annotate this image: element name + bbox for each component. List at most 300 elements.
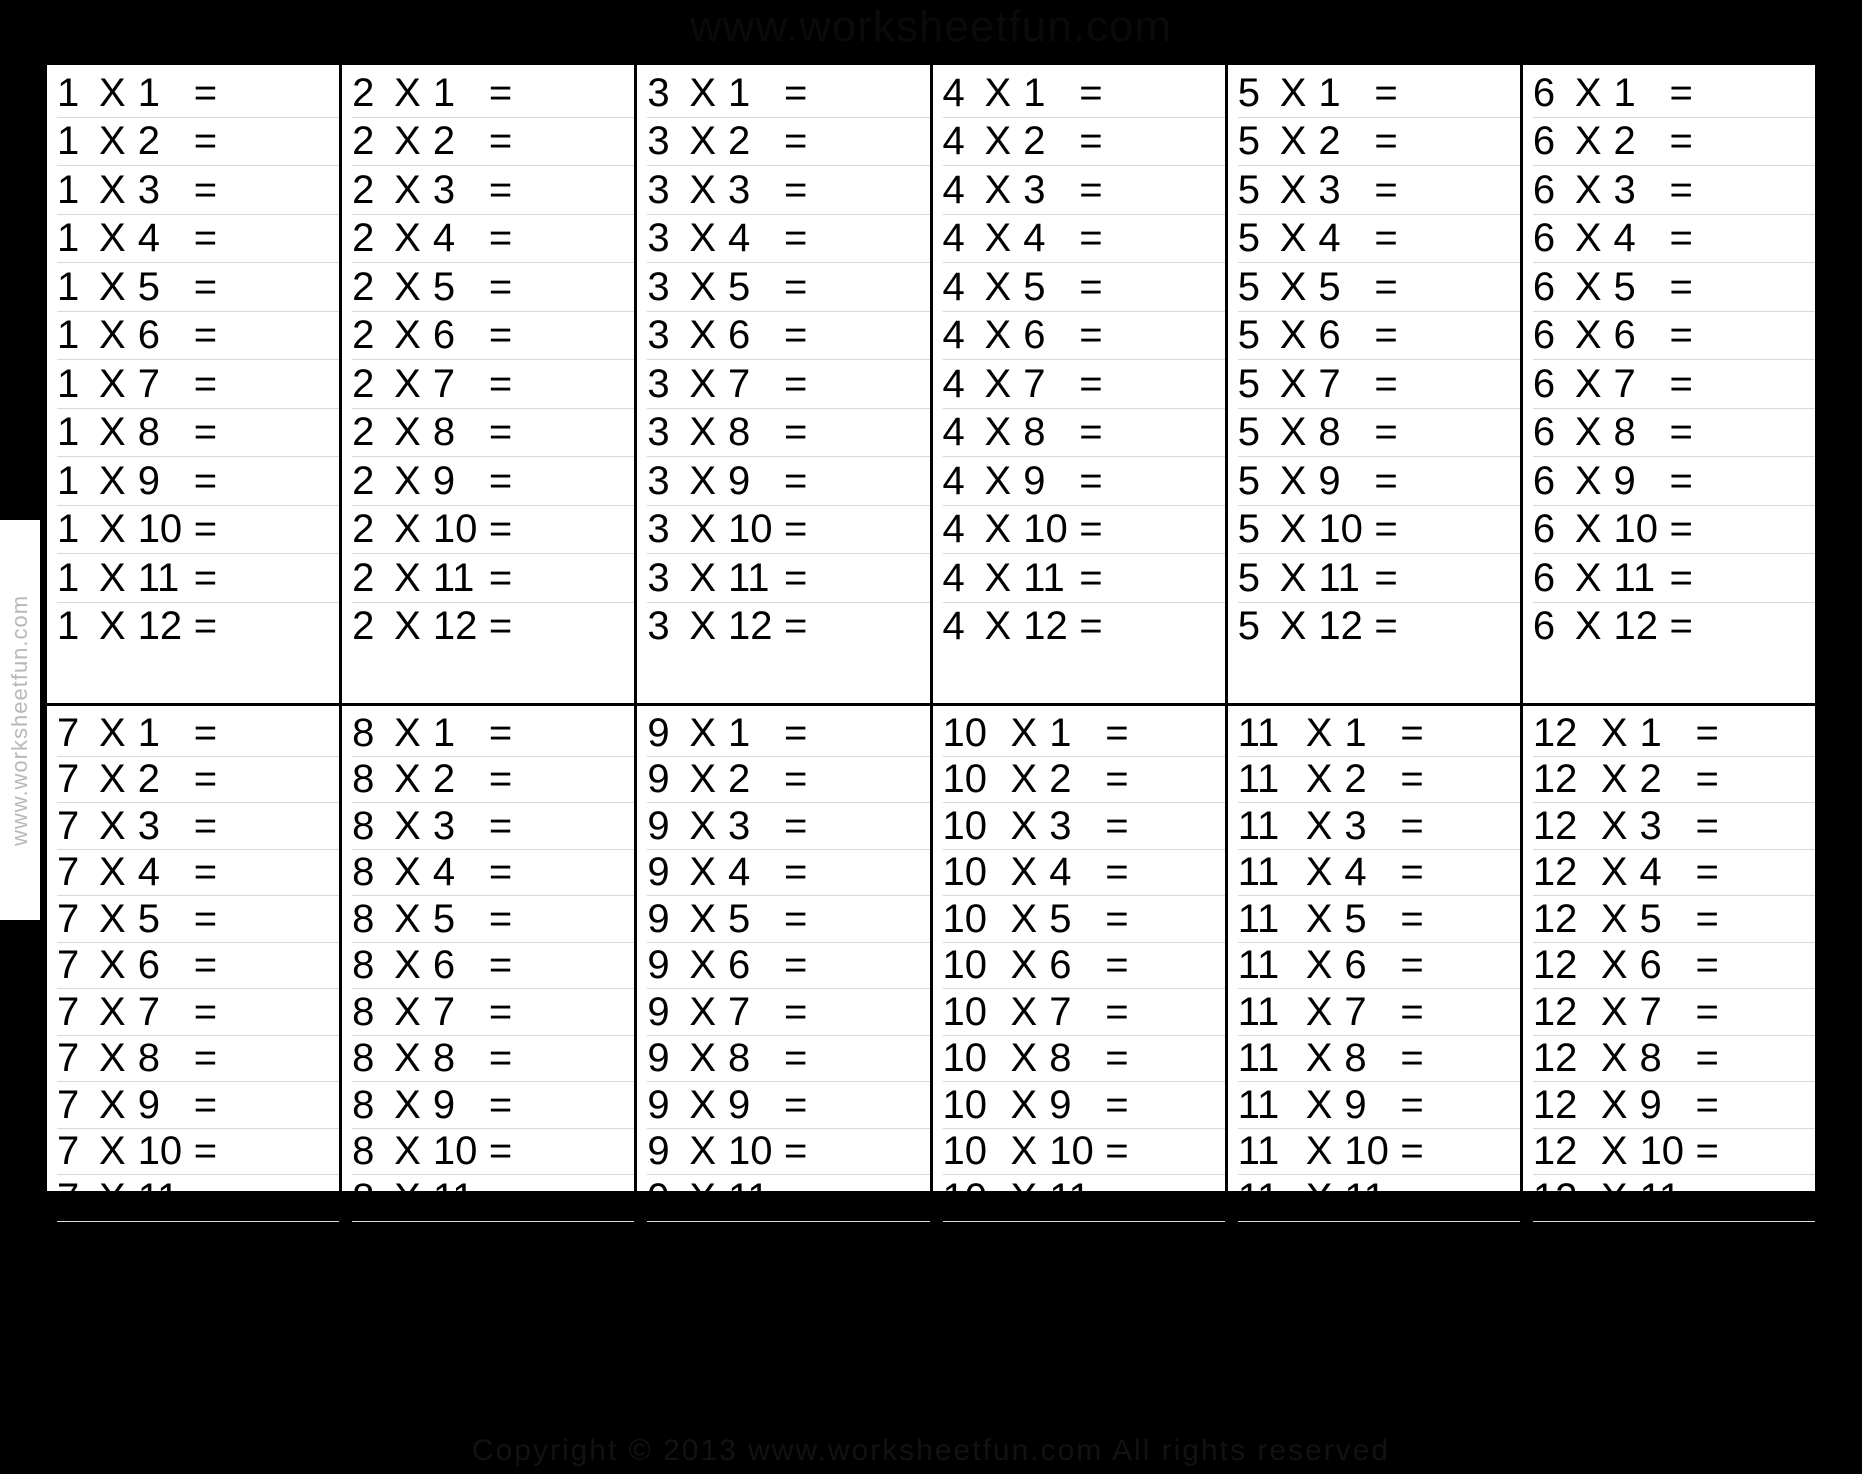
equation-row[interactable] [57, 710, 339, 757]
multiplier: 4 [1049, 850, 1072, 895]
equation-row[interactable] [943, 360, 1225, 409]
equation-row[interactable] [943, 757, 1225, 804]
equation-row[interactable] [647, 943, 929, 990]
multiply-icon: X [689, 757, 717, 802]
multiplicand: 7 [57, 1175, 80, 1220]
multiply-icon: X [99, 803, 126, 848]
equals-sign: = [1695, 1175, 1719, 1220]
multiply-icon: X [99, 313, 126, 358]
equation-row[interactable] [943, 603, 1225, 651]
equation-row[interactable] [1533, 603, 1815, 651]
multiplier: 10 [432, 1129, 478, 1174]
equation-row[interactable] [943, 943, 1225, 990]
multiplier: 8 [728, 1036, 751, 1081]
equation-row[interactable] [943, 69, 1225, 118]
multiply-icon: X [984, 216, 1012, 261]
multiplicand: 5 [1237, 70, 1260, 115]
multiply-icon: X [99, 264, 126, 309]
multiplicand: 2 [352, 70, 375, 115]
equation-row[interactable] [943, 989, 1225, 1036]
equation-row[interactable] [647, 506, 929, 555]
equation-row[interactable] [943, 215, 1225, 264]
equation-row[interactable] [352, 215, 634, 264]
multiply-icon: X [689, 1082, 717, 1127]
multiply-icon: X [984, 361, 1012, 406]
multiplicand: 8 [352, 1082, 375, 1127]
equation-row[interactable] [1533, 69, 1815, 118]
equation-row[interactable] [647, 69, 929, 118]
equation-row[interactable] [1533, 1036, 1815, 1083]
multiply-icon: X [689, 216, 717, 261]
equation-row[interactable] [352, 457, 634, 506]
multiplicand: 9 [647, 850, 670, 895]
equation-row[interactable] [57, 943, 339, 990]
multiplicand: 7 [57, 803, 80, 848]
equation-row[interactable] [943, 1082, 1225, 1129]
equation-row[interactable] [1533, 215, 1815, 264]
multiplicand: 1 [57, 458, 80, 503]
equation-row[interactable] [57, 989, 339, 1036]
equation-row[interactable] [1533, 1129, 1815, 1176]
multiplicand: 9 [647, 710, 670, 755]
multiplier: 7 [432, 361, 456, 406]
equals-sign: = [1105, 710, 1129, 755]
multiplier: 8 [1023, 410, 1046, 455]
multiply-icon: X [1305, 1222, 1333, 1267]
multiplier: 9 [432, 1082, 456, 1127]
equation-row[interactable] [1238, 803, 1520, 850]
multiply-icon: X [99, 604, 126, 649]
equation-row[interactable] [1533, 943, 1815, 990]
multiplier: 3 [137, 167, 160, 212]
equation-row[interactable] [1533, 1222, 1815, 1268]
multiply-icon: X [1600, 803, 1628, 848]
multiplier: 11 [1318, 555, 1360, 600]
multiplier: 5 [1023, 264, 1046, 309]
equation-row[interactable] [57, 118, 339, 167]
equals-sign: = [488, 896, 513, 941]
equation-row[interactable] [647, 166, 929, 215]
equation-row[interactable] [1533, 506, 1815, 555]
equation-row[interactable] [352, 554, 634, 603]
equation-row[interactable] [352, 850, 634, 897]
multiply-icon: X [1279, 604, 1307, 649]
equals-sign: = [1669, 313, 1693, 358]
multiplicand: 3 [647, 361, 670, 406]
multiply-icon: X [1279, 458, 1307, 503]
equation-row[interactable] [352, 360, 634, 409]
equation-row[interactable] [1238, 710, 1520, 757]
multiplier: 4 [137, 216, 160, 261]
equation-row[interactable] [647, 1222, 929, 1268]
multiply-icon: X [1010, 757, 1038, 802]
equation-row[interactable] [352, 896, 634, 943]
equals-sign: = [193, 167, 218, 212]
multiplier: 10 [1023, 507, 1068, 552]
equals-sign: = [1669, 264, 1693, 309]
equation-row[interactable] [647, 896, 929, 943]
equation-row[interactable] [1238, 215, 1520, 264]
equation-row[interactable] [1238, 409, 1520, 458]
equation-row[interactable] [352, 263, 634, 312]
equals-sign: = [1669, 458, 1693, 503]
equation-row[interactable] [352, 409, 634, 458]
equation-row[interactable] [943, 850, 1225, 897]
equation-row[interactable] [1238, 457, 1520, 506]
equals-sign: = [488, 507, 513, 552]
equation-row[interactable] [943, 457, 1225, 506]
equation-row[interactable] [943, 263, 1225, 312]
equation-row[interactable] [1238, 1222, 1520, 1268]
equation-row[interactable] [647, 215, 929, 264]
equals-sign: = [1669, 361, 1693, 406]
multiply-icon: X [689, 507, 717, 552]
multiplier: 2 [137, 119, 160, 164]
multiply-icon: X [689, 70, 717, 115]
equation-row[interactable] [943, 1036, 1225, 1083]
times-table-column-10 [933, 706, 1228, 1267]
equation-row[interactable] [1533, 1082, 1815, 1129]
multiply-icon: X [689, 1129, 717, 1174]
multiplier: 5 [728, 264, 751, 309]
multiply-icon: X [99, 70, 126, 115]
equation-row[interactable] [57, 360, 339, 409]
equals-sign: = [1695, 710, 1719, 755]
multiply-icon: X [984, 410, 1012, 455]
equation-row[interactable] [1238, 69, 1520, 118]
multiplicand: 8 [352, 1175, 375, 1220]
equation-row[interactable] [1533, 263, 1815, 312]
equation-row[interactable] [1238, 1036, 1520, 1083]
equation-row[interactable] [1238, 506, 1520, 555]
equation-row[interactable] [352, 989, 634, 1036]
equation-row[interactable] [1533, 166, 1815, 215]
equals-sign: = [1105, 1082, 1129, 1127]
multiplier: 9 [1318, 458, 1341, 503]
multiplicand: 5 [1237, 167, 1260, 212]
equation-row[interactable] [1533, 312, 1815, 361]
equation-row[interactable] [352, 757, 634, 804]
multiplier: 1 [1049, 710, 1072, 755]
equation-row[interactable] [1238, 1129, 1520, 1176]
equation-row[interactable] [1238, 1175, 1520, 1222]
multiplier: 4 [1639, 850, 1662, 895]
equation-row[interactable] [57, 1082, 339, 1129]
multiplicand: 5 [1237, 264, 1260, 309]
equation-row[interactable] [57, 896, 339, 943]
equals-sign: = [488, 410, 513, 455]
equals-sign: = [488, 119, 513, 164]
multiplicand: 11 [1237, 710, 1280, 755]
multiplier: 4 [432, 216, 456, 261]
equation-row[interactable] [647, 457, 929, 506]
equation-row[interactable] [1238, 263, 1520, 312]
multiplier: 5 [137, 896, 160, 941]
multiplier: 5 [1613, 264, 1636, 309]
multiplicand: 12 [1532, 803, 1578, 848]
equation-row[interactable] [1533, 409, 1815, 458]
equation-row[interactable] [352, 312, 634, 361]
equation-row[interactable] [57, 850, 339, 897]
equation-row[interactable] [57, 803, 339, 850]
equation-row[interactable] [647, 989, 929, 1036]
equals-sign: = [1105, 1175, 1129, 1220]
equation-row[interactable] [647, 409, 929, 458]
multiply-icon: X [1279, 264, 1307, 309]
multiplier: 7 [1049, 989, 1072, 1034]
equation-row[interactable] [57, 1175, 339, 1222]
multiplicand: 10 [942, 757, 988, 802]
multiplicand: 2 [352, 119, 375, 164]
multiplicand: 10 [942, 710, 988, 755]
equation-row[interactable] [352, 506, 634, 555]
equals-sign: = [193, 1036, 218, 1081]
equation-row[interactable] [1238, 850, 1520, 897]
multiplicand: 11 [1237, 803, 1280, 848]
equation-row[interactable] [943, 803, 1225, 850]
equation-row[interactable] [1238, 989, 1520, 1036]
equation-row[interactable] [57, 506, 339, 555]
equation-row[interactable] [943, 312, 1225, 361]
multiplier: 7 [1344, 989, 1367, 1034]
equation-row[interactable] [1533, 989, 1815, 1036]
equation-row[interactable] [1533, 757, 1815, 804]
multiplier: 3 [432, 167, 456, 212]
equation-row[interactable] [57, 603, 339, 651]
multiplier: 8 [728, 410, 751, 455]
equation-row[interactable] [1533, 803, 1815, 850]
multiply-icon: X [99, 989, 126, 1034]
multiplicand: 6 [1532, 361, 1556, 406]
equation-row[interactable] [352, 69, 634, 118]
equation-row[interactable] [57, 215, 339, 264]
multiply-icon: X [394, 410, 421, 455]
equation-row[interactable] [647, 757, 929, 804]
equals-sign: = [784, 119, 808, 164]
multiply-icon: X [99, 896, 126, 941]
equation-row[interactable] [57, 1129, 339, 1176]
equation-row[interactable] [1238, 896, 1520, 943]
equation-row[interactable] [57, 1036, 339, 1083]
multiply-icon: X [394, 1175, 421, 1220]
equation-row[interactable] [943, 1129, 1225, 1176]
multiply-icon: X [1600, 1222, 1628, 1267]
equation-row[interactable] [57, 263, 339, 312]
multiplier: 8 [137, 1036, 160, 1081]
equals-sign: = [1105, 850, 1129, 895]
equation-row[interactable] [647, 360, 929, 409]
multiplier: 1 [432, 70, 456, 115]
equation-row[interactable] [352, 1036, 634, 1083]
equation-row[interactable] [1238, 603, 1520, 651]
equation-row[interactable] [352, 1129, 634, 1176]
times-table-column-9 [637, 706, 932, 1267]
multiply-icon: X [1305, 803, 1333, 848]
equation-row[interactable] [57, 554, 339, 603]
equation-row[interactable] [1238, 943, 1520, 990]
multiply-icon: X [1279, 167, 1307, 212]
equation-row[interactable] [647, 1175, 929, 1222]
multiplicand: 10 [942, 1082, 988, 1127]
equation-row[interactable] [1238, 166, 1520, 215]
equation-row[interactable] [352, 803, 634, 850]
equals-sign: = [784, 1036, 808, 1081]
equation-row[interactable] [647, 803, 929, 850]
equation-row[interactable] [647, 603, 929, 651]
equation-row[interactable] [647, 263, 929, 312]
multiply-icon: X [99, 1222, 126, 1267]
multiplier: 9 [137, 1082, 160, 1127]
equation-row[interactable] [1533, 554, 1815, 603]
multiply-icon: X [1600, 1129, 1628, 1174]
equation-row[interactable] [1533, 457, 1815, 506]
equation-row[interactable] [1533, 118, 1815, 167]
multiply-icon: X [1305, 1036, 1333, 1081]
equation-row[interactable] [943, 506, 1225, 555]
equation-row[interactable] [647, 1082, 929, 1129]
equals-sign: = [193, 1129, 218, 1174]
equals-sign: = [1374, 264, 1398, 309]
multiply-icon: X [1574, 216, 1602, 261]
multiplicand: 10 [942, 1222, 988, 1267]
equation-row[interactable] [943, 710, 1225, 757]
equation-row[interactable] [352, 118, 634, 167]
times-table-column-2 [342, 65, 637, 703]
equals-sign: = [784, 458, 808, 503]
equation-row[interactable] [1533, 1175, 1815, 1222]
multiplicand: 12 [1532, 1222, 1578, 1267]
multiply-icon: X [99, 1082, 126, 1127]
equation-row[interactable] [1238, 554, 1520, 603]
multiplier: 9 [1344, 1082, 1367, 1127]
multiply-icon: X [1600, 989, 1628, 1034]
equation-row[interactable] [1533, 360, 1815, 409]
multiply-icon: X [1574, 70, 1602, 115]
equation-row[interactable] [647, 554, 929, 603]
equation-row[interactable] [57, 757, 339, 804]
multiplicand: 6 [1532, 167, 1556, 212]
multiplier: 6 [137, 313, 160, 358]
equals-sign: = [488, 1175, 513, 1220]
equation-row[interactable] [1533, 896, 1815, 943]
equals-sign: = [193, 1222, 218, 1267]
multiply-icon: X [1279, 313, 1307, 358]
equation-row[interactable] [943, 896, 1225, 943]
multiplicand: 11 [1237, 943, 1280, 988]
equals-sign: = [488, 757, 513, 802]
multiplier: 12 [432, 1222, 478, 1267]
equation-row[interactable] [943, 166, 1225, 215]
multiplier: 10 [1318, 507, 1363, 552]
equation-row[interactable] [1238, 1082, 1520, 1129]
equation-row[interactable] [943, 409, 1225, 458]
multiplicand: 4 [942, 604, 965, 649]
equals-sign: = [488, 1129, 513, 1174]
equals-sign: = [1669, 555, 1693, 600]
equation-row[interactable] [1238, 757, 1520, 804]
equals-sign: = [488, 167, 513, 212]
equation-row[interactable] [647, 1129, 929, 1176]
equals-sign: = [1079, 167, 1103, 212]
multiply-icon: X [984, 458, 1012, 503]
multiplier: 6 [137, 943, 160, 988]
equation-row[interactable] [943, 118, 1225, 167]
multiplier: 6 [1344, 943, 1367, 988]
equation-row[interactable] [352, 1175, 634, 1222]
multiply-icon: X [1305, 1175, 1333, 1220]
equation-row[interactable] [352, 943, 634, 990]
equals-sign: = [1695, 803, 1719, 848]
equation-row[interactable] [57, 457, 339, 506]
times-table-column-12 [1523, 706, 1815, 1267]
equals-sign: = [1400, 1222, 1424, 1267]
multiply-icon: X [1574, 167, 1602, 212]
equation-row[interactable] [1533, 710, 1815, 757]
multiplier: 6 [728, 313, 751, 358]
equals-sign: = [1400, 710, 1424, 755]
equation-row[interactable] [57, 1222, 339, 1268]
multiplier: 5 [1318, 264, 1341, 309]
times-table-column-7 [47, 706, 342, 1267]
equation-row[interactable] [943, 1222, 1225, 1268]
equation-row[interactable] [943, 1175, 1225, 1222]
multiplier: 10 [728, 1129, 773, 1174]
equation-row[interactable] [57, 312, 339, 361]
equation-row[interactable] [1238, 312, 1520, 361]
equation-row[interactable] [647, 1036, 929, 1083]
multiplier: 3 [1318, 167, 1341, 212]
equation-row[interactable] [647, 710, 929, 757]
equation-row[interactable] [1533, 850, 1815, 897]
equals-sign: = [1105, 943, 1129, 988]
multiply-icon: X [394, 216, 421, 261]
multiply-icon: X [394, 70, 421, 115]
equation-row[interactable] [647, 118, 929, 167]
multiplier: 1 [137, 710, 160, 755]
multiplier: 2 [728, 757, 751, 802]
equation-row[interactable] [943, 554, 1225, 603]
equation-row[interactable] [352, 603, 634, 651]
multiply-icon: X [689, 167, 717, 212]
equation-row[interactable] [57, 69, 339, 118]
multiply-icon: X [394, 264, 421, 309]
equals-sign: = [193, 710, 218, 755]
equation-row[interactable] [57, 409, 339, 458]
multiplicand: 5 [1237, 555, 1260, 600]
multiplier: 12 [137, 604, 183, 649]
multiplicand: 12 [1532, 757, 1578, 802]
equals-sign: = [1105, 757, 1129, 802]
multiplicand: 3 [647, 555, 670, 600]
equation-row[interactable] [1238, 118, 1520, 167]
equation-row[interactable] [647, 850, 929, 897]
multiplicand: 3 [647, 507, 670, 552]
equation-row[interactable] [352, 1082, 634, 1129]
equation-row[interactable] [352, 710, 634, 757]
multiply-icon: X [1279, 361, 1307, 406]
multiplier: 12 [1318, 604, 1363, 649]
equation-row[interactable] [352, 166, 634, 215]
equation-row[interactable] [1238, 360, 1520, 409]
multiply-icon: X [689, 264, 717, 309]
multiplicand: 8 [352, 757, 375, 802]
equals-sign: = [488, 313, 513, 358]
equation-row[interactable] [57, 166, 339, 215]
equation-row[interactable] [647, 312, 929, 361]
times-table-column-4 [933, 65, 1228, 703]
equation-row[interactable] [352, 1222, 634, 1268]
equals-sign: = [193, 264, 218, 309]
